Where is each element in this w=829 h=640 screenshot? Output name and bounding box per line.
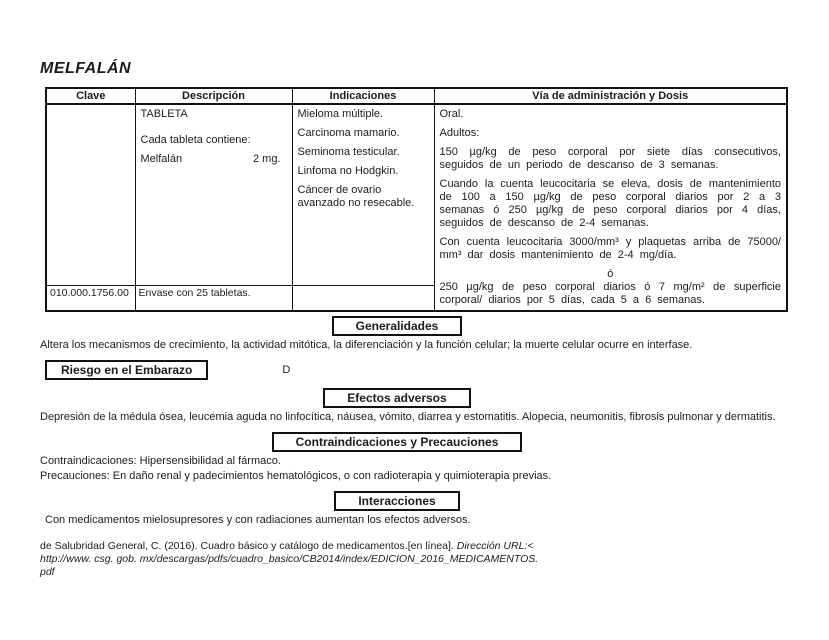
column-header-indicaciones: Indicaciones (292, 88, 434, 104)
citation (40, 540, 545, 579)
column-header-clave: Clave (46, 88, 135, 104)
section-header-efectos-adversos: Efectos adversos (323, 388, 470, 408)
riesgo-embarazo-row (45, 360, 799, 380)
substance-strength: 2 mg. (252, 153, 281, 165)
dose-paragraph: Oral. (439, 108, 464, 120)
indication-item: Carcinoma mamario. (297, 127, 400, 139)
clave-value: 010.000.1756.00 (46, 285, 135, 311)
dose-paragraph: 150 µg/kg de peso corporal por siete días consecutivos, seguidos de un periodo de descanso de 3 semanas. (439, 146, 781, 171)
drug-info-table (45, 87, 788, 312)
indicaciones-cell (292, 104, 434, 285)
efectos-adversos-text: Depresión de la médula ósea, leucemia aguda no linfocítica, náusea, vómito, diarrea y estomatitis. Alopecia, neumonitis, fibrosis pulmonar y dermatitis. (40, 411, 776, 423)
indication-item: Mieloma múltiple. (297, 108, 384, 120)
section-header-row (40, 491, 799, 511)
contraindicaciones-line: Contraindicaciones: Hipersensibilidad al fármaco. (40, 455, 281, 467)
via-dosis-cell (434, 104, 787, 311)
dose-paragraph: Adultos: (439, 127, 480, 139)
interacciones-text: Con medicamentos mielosupresores y con radiaciones aumentan los efectos adversos. (45, 514, 471, 526)
descripcion-cell (135, 104, 292, 285)
package-description: Envase con 25 tabletas. (135, 285, 292, 311)
indication-item: Cáncer de ovario avanzado no resecable. (297, 184, 415, 209)
section-header-row (40, 388, 799, 408)
empty-cell (292, 285, 434, 311)
dose-paragraph: 250 µg/kg de peso corporal diarios ó 7 mg/m² de superficie corporal/ diarios por 5 días, cada 5 a 6 semanas. (439, 281, 781, 306)
substance-name: Melfalán (140, 153, 183, 165)
section-header-interacciones: Interacciones (334, 491, 459, 511)
clave-empty-cell (46, 104, 135, 285)
dose-or-separator: ó (607, 268, 614, 280)
table-header-row (46, 88, 787, 104)
section-header-contraindicaciones: Contraindicaciones y Precauciones (272, 432, 523, 452)
page-title: MELFALÁN (40, 60, 132, 77)
riesgo-embarazo-label: Riesgo en el Embarazo (45, 360, 208, 380)
dose-paragraph: Con cuenta leucocitaria 3000/mm³ y plaquetas arriba de 75000/ mm³ dar dosis mantenimiento de 2-4 mg/día. (439, 236, 781, 261)
generalidades-text: Altera los mecanismos de crecimiento, la actividad mitótica, la diferenciación y la función celular; la muerte celular ocurre en interfase. (40, 339, 693, 351)
section-header-row (40, 432, 799, 452)
citation-italic-part: Dirección URL:< http://www. csg. gob. mx/descargas/pdfs/cuadro_basico/CB2014/index/EDICION_2016_MEDICAMENTOS. pdf (40, 540, 539, 578)
table-body-row (46, 104, 787, 285)
dose-paragraph: Cuando la cuenta leucocitaria se eleva, dosis de mantenimiento de 100 a 150 µg/kg de peso corporal diarios por 2 a 3 semanas ó 250 µg/kg de peso corporal diarios por 4 días, seguidos de descanso de 2-4 semanas. (439, 178, 781, 229)
dosage-form: TABLETA (140, 108, 188, 120)
section-header-generalidades: Generalidades (332, 316, 463, 336)
citation-regular-part: de Salubridad General, C. (2016). Cuadro básico y catálogo de medicamentos.[en línea]. (40, 540, 457, 552)
section-header-row (40, 316, 799, 336)
substance-row (141, 153, 287, 166)
contains-label: Cada tableta contiene: (140, 134, 251, 146)
riesgo-embarazo-value: D (282, 364, 291, 376)
column-header-descripcion: Descripción (135, 88, 292, 104)
precauciones-line: Precauciones: En daño renal y padecimientos hematológicos, o con radioterapia y quimioterapia previas. (40, 470, 552, 482)
indication-item: Linfoma no Hodgkin. (297, 165, 399, 177)
indication-item: Seminoma testicular. (297, 146, 400, 158)
column-header-via-dosis: Vía de administración y Dosis (434, 88, 787, 104)
